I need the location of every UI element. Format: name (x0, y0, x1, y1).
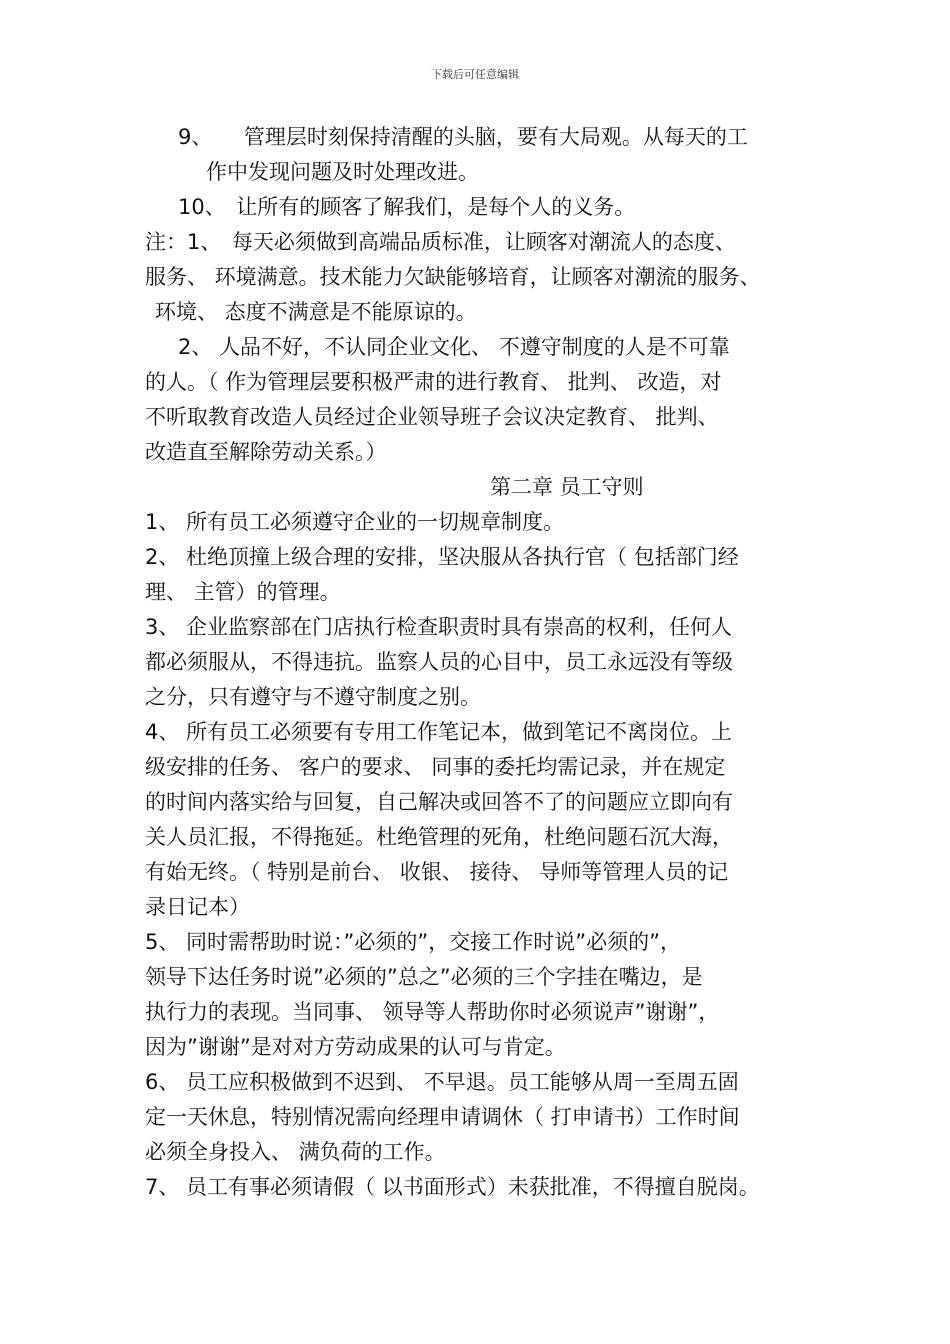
text-line: 2、 杜绝顶撞上级合理的安排，坚决服从各执行官（ 包括部门经 (145, 545, 739, 569)
text-line: 都必须服从，不得违抗。监察人员的心目中，员工永远没有等级 (145, 650, 733, 674)
text-line: 的人。（ 作为管理层要积极严肃的进行教育、 批判、 改造，对 (145, 370, 722, 394)
text-line: 改造直至解除劳动关系。） (145, 440, 387, 464)
text-line: 执行力的表现。当同事、 领导等人帮助你时必须说声”谢谢”， (145, 1000, 720, 1024)
text-line: 3、 企业监察部在门店执行检查职责时具有崇高的权利，任何人 (145, 615, 733, 639)
text-line: 有始无终。（ 特别是前台、 收银、 接待、 导师等管理人员的记 (145, 860, 729, 884)
text-line: 2、 人品不好，不认同企业文化、 不遵守制度的人是不可靠 (178, 335, 730, 359)
text-line: 级安排的任务、 客户的要求、 同事的委托均需记录，并在规定 (145, 755, 726, 779)
text-line: 7、 员工有事必须请假（ 以书面形式）未获批准，不得擅自脱岗。 (145, 1175, 760, 1199)
text-line: 之分，只有遵守与不遵守制度之别。 (145, 685, 481, 709)
text-line: 注：1、 每天必须做到高端品质标准，让顾客对潮流人的态度、 (145, 230, 736, 254)
text-line: 6、 员工应积极做到不迟到、 不早退。员工能够从周一至周五固 (145, 1070, 739, 1094)
text-line: 的时间内落实给与回复，自己解决或回答不了的问题应立即向有 (145, 790, 733, 814)
text-line: 关人员汇报，不得拖延。杜绝管理的死角，杜绝问题石沉大海， (145, 825, 733, 849)
text-line: 4、 所有员工必须要有专用工作笔记本，做到笔记不离岗位。上 (145, 720, 733, 744)
text-line: 因为”谢谢”是对对方劳动成果的认可与肯定。 (145, 1035, 566, 1059)
text-line: 作中发现问题及时处理改进。 (206, 160, 479, 184)
text-line: 领导下达任务时说”必须的”总之”必须的三个字挂在嘴边，是 (145, 965, 703, 989)
text-line: 定一天休息，特别情况需向经理申请调休（ 打申请书）工作时间 (145, 1105, 740, 1129)
chapter-heading: 第二章 员工守则 (490, 475, 644, 499)
text-line: 9、 管理层时刻保持清醒的头脑，要有大局观。从每天的工 (178, 125, 748, 149)
page-header-note: 下载后可任意编辑 (431, 68, 519, 81)
text-line: 不听取教育改造人员经过企业领导班子会议决定教育、 批判、 (145, 405, 719, 429)
text-line: 服务、 环境满意。技术能力欠缺能够培育，让顾客对潮流的服务、 (145, 265, 761, 289)
text-line: 5、 同时需帮助时说：”必须的”，交接工作时说”必须的”， (145, 930, 682, 954)
text-line: 录日记本） (145, 895, 250, 919)
text-line: 1、 所有员工必须遵守企业的一切规章制度。 (145, 510, 565, 534)
text-line: 理、 主管）的管理。 (145, 580, 341, 604)
text-line: 环境、 态度不满意是不能原谅的。 (155, 300, 477, 324)
text-line: 10、 让所有的顾客了解我们，是每个人的义务。 (178, 195, 636, 219)
text-line: 必须全身投入、 满负荷的工作。 (145, 1140, 446, 1164)
